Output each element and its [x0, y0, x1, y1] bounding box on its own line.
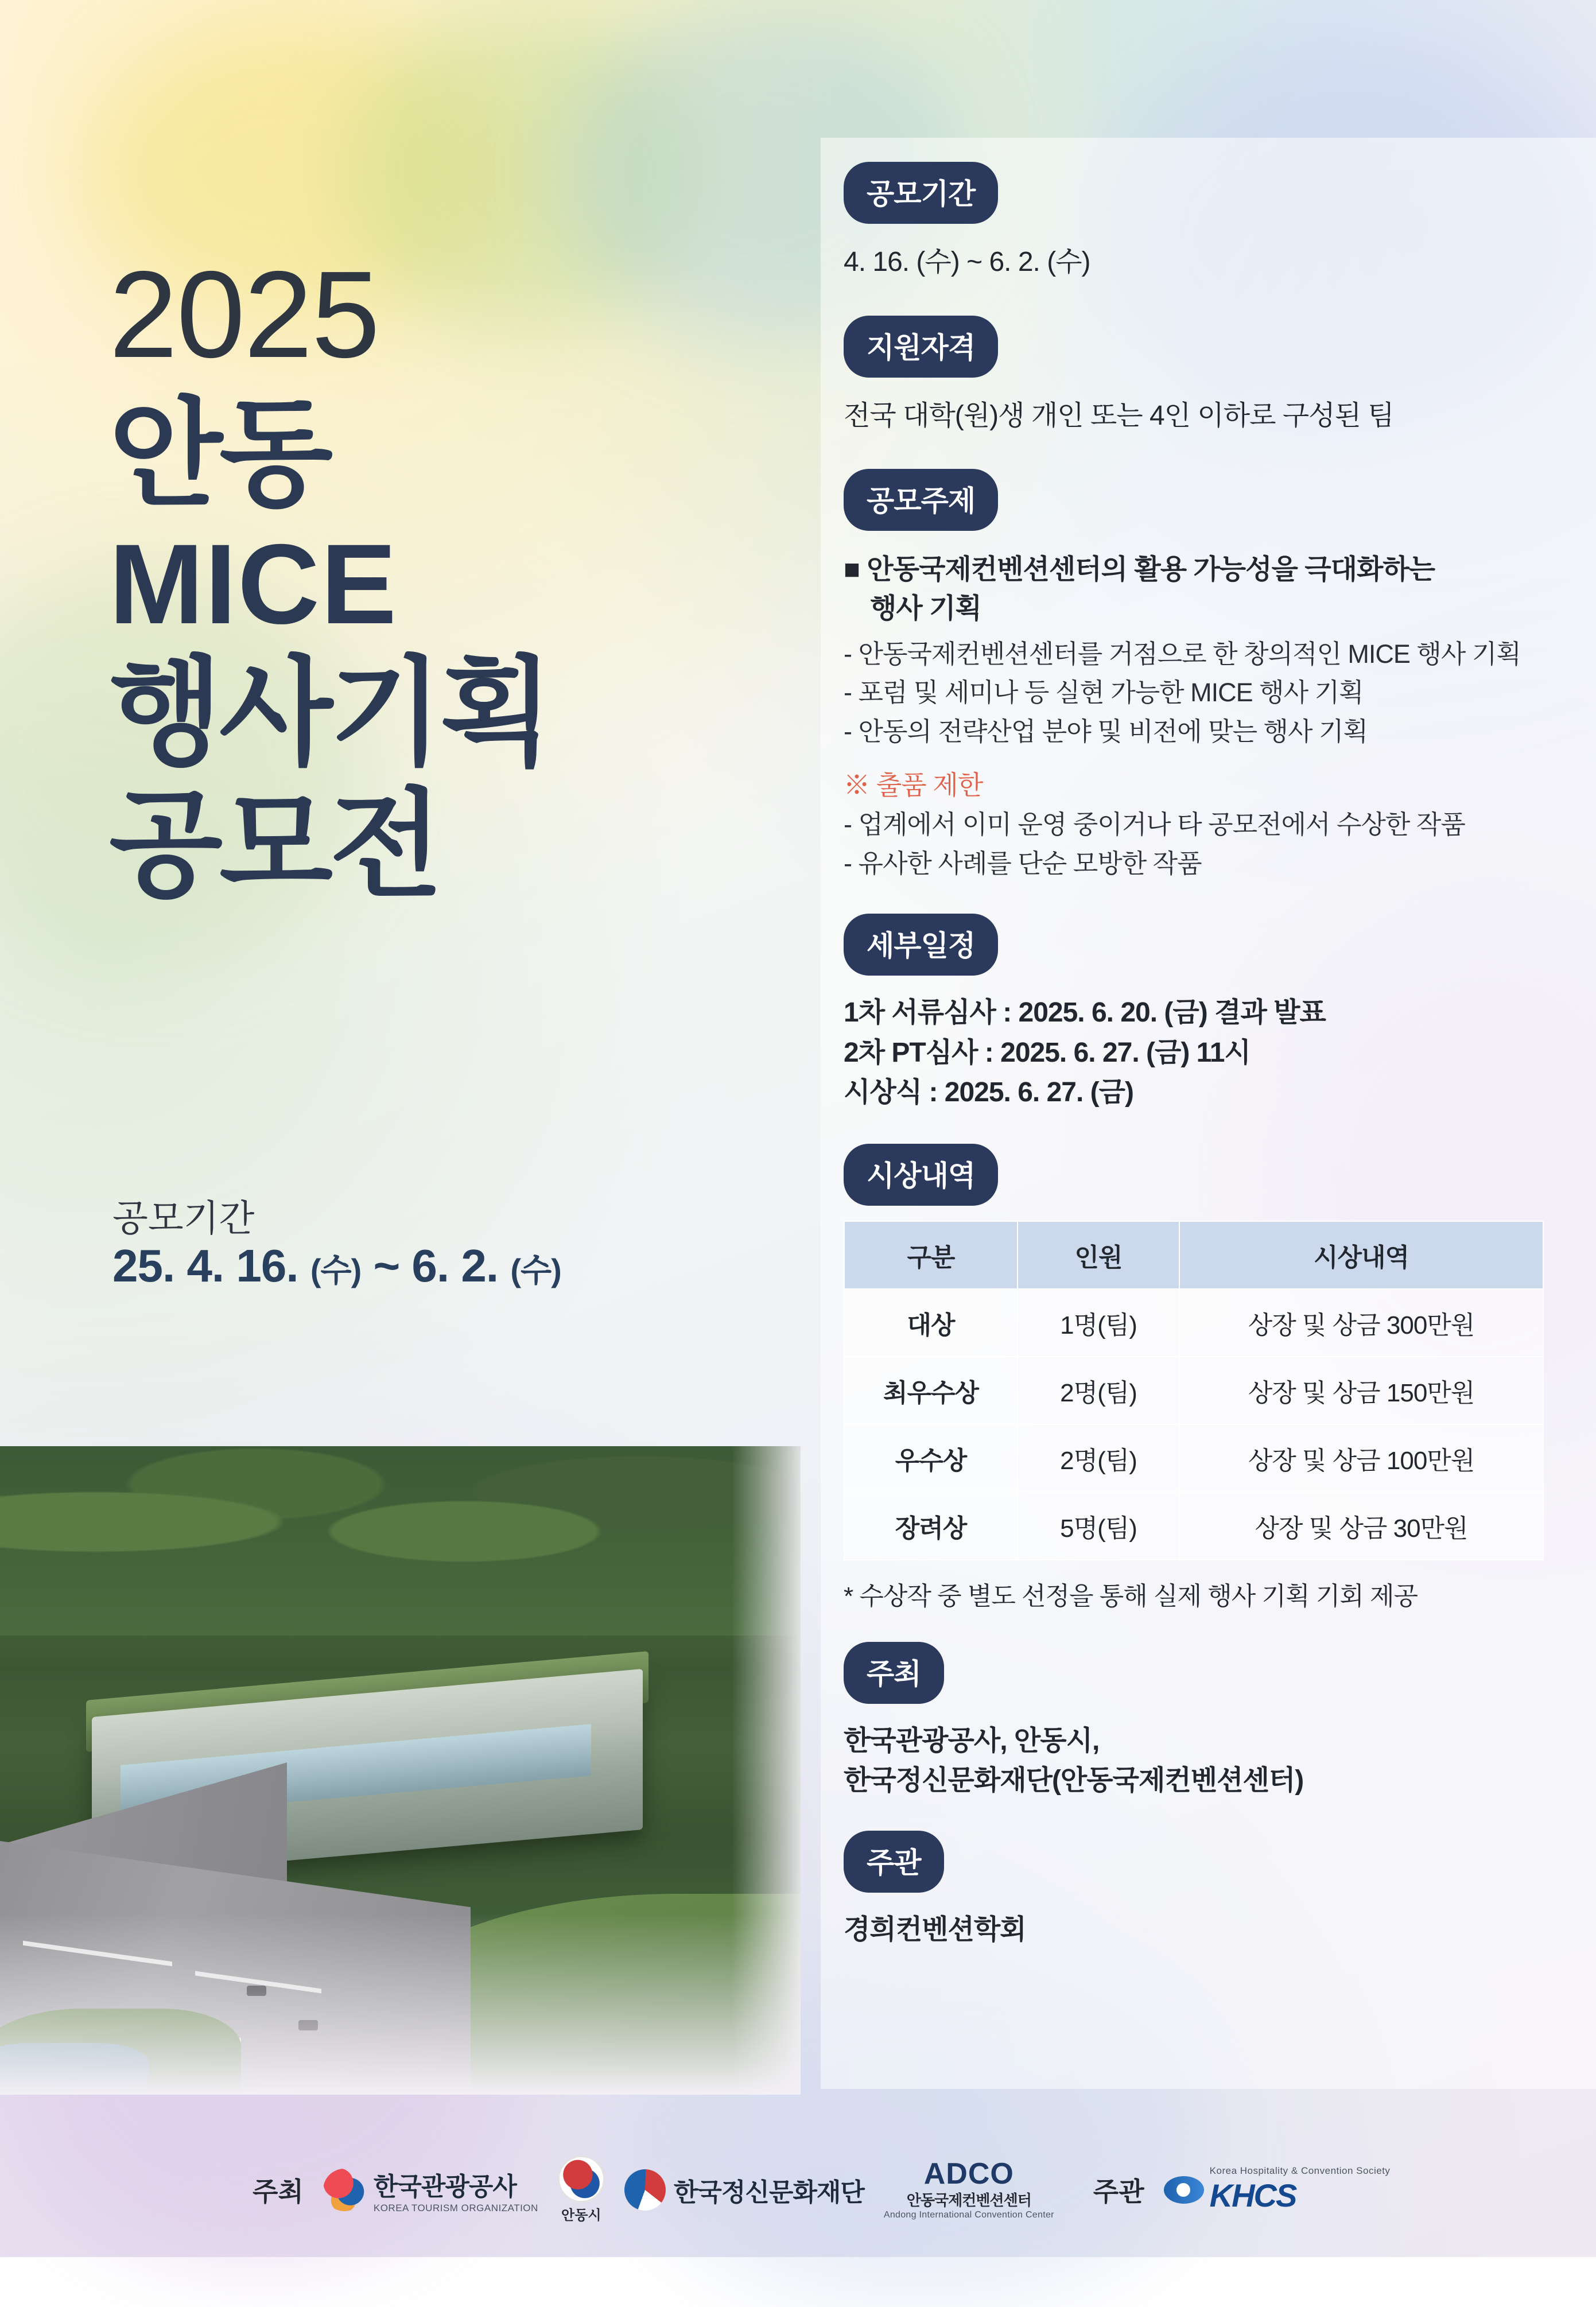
kto-logo-text: 한국관광공사	[373, 2172, 517, 2201]
left-period-date-tilde: ~	[373, 1240, 400, 1291]
table-cell: 대상	[844, 1289, 1018, 1357]
title-block	[109, 245, 769, 911]
kspo-logo-icon	[624, 2169, 666, 2211]
title-line-1: 안동	[109, 389, 330, 520]
topic-headline-1: ■ 안동국제컨벤션센터의 활용 가능성을 극대화하는	[844, 554, 1435, 585]
schedule-line: 1차 서류심사 : 2025. 6. 20. (금) 결과 발표	[844, 997, 1326, 1028]
schedule-line: 시상식 : 2025. 6. 27. (금)	[844, 1077, 1133, 1108]
section-eligibility-text: 전국 대학(원)생 개인 또는 4인 이하로 구성된 팀	[844, 400, 1394, 431]
table-row	[844, 1357, 1543, 1424]
logo-korea-tourism-organization	[323, 2166, 538, 2214]
table-cell: 최우수상	[844, 1357, 1018, 1424]
restriction-title: ※ 출품 제한	[844, 770, 983, 800]
table-header-row	[844, 1221, 1543, 1289]
left-period-date-end: 6. 2.	[411, 1240, 499, 1291]
footer-organizer-label: 주관	[1093, 2176, 1144, 2207]
khcs-logo-icon	[1164, 2176, 1204, 2204]
host-line: 한국정신문화재단(안동국제컨벤션센터)	[844, 1765, 1304, 1796]
section-organizer-pill: 주관	[844, 1831, 944, 1893]
adco-logo-subtext-en: Andong International Convention Center	[883, 2210, 1054, 2220]
andong-city-logo-icon	[558, 2155, 605, 2203]
section-schedule	[844, 914, 1578, 1113]
adco-logo-text: ADCO	[923, 2157, 1014, 2191]
table-row	[844, 1424, 1543, 1492]
topic-item: - 안동국제컨벤션센터를 거점으로 한 창의적인 MICE 행사 기획	[844, 639, 1521, 669]
logo-korean-studies-foundation	[624, 2169, 864, 2211]
photo-bottom-fade	[0, 1446, 801, 2095]
table-cell: 상장 및 상금 150만원	[1179, 1357, 1543, 1424]
restriction-item: - 유사한 사례를 단순 모방한 작품	[844, 848, 1202, 878]
table-row	[844, 1492, 1543, 1560]
table-cell: 1명(팀)	[1018, 1289, 1179, 1357]
title-line-4: 공모전	[109, 779, 440, 911]
footer-host-label: 주최	[253, 2176, 304, 2207]
table-cell: 상장 및 상금 100만원	[1179, 1424, 1543, 1492]
table-row	[844, 1289, 1543, 1357]
info-panel-inner	[844, 138, 1578, 1950]
table-header-cell: 시상내역	[1179, 1221, 1543, 1289]
kto-logo-subtext: KOREA TOURISM ORGANIZATION	[373, 2202, 538, 2213]
left-period-label: 공모기간	[112, 1198, 255, 1239]
section-prizes	[844, 1144, 1578, 1612]
topic-item: - 안동의 전략산업 분야 및 비전에 맞는 행사 기획	[844, 716, 1368, 746]
footer-logo-bar	[0, 2125, 1596, 2257]
logo-andong-city	[558, 2155, 605, 2224]
logo-adco	[884, 2159, 1054, 2220]
prize-note: * 수상작 중 별도 선정을 통해 실제 행사 기획 기회 제공	[844, 1582, 1418, 1610]
section-organizer	[844, 1831, 1578, 1950]
prize-table	[844, 1221, 1544, 1560]
topic-item: - 포럼 및 세미나 등 실현 가능한 MICE 행사 기획	[844, 678, 1364, 707]
section-period	[844, 138, 1578, 282]
table-cell: 2명(팀)	[1018, 1424, 1179, 1492]
section-eligibility	[844, 316, 1578, 436]
section-period-text: 4. 16. (수) ~ 6. 2. (수)	[844, 247, 1090, 277]
left-period-date-start-day: (수)	[310, 1252, 362, 1288]
khcs-logo-subtext: Korea Hospitality & Convention Society	[1209, 2165, 1391, 2176]
title-line-2: MICE	[109, 520, 398, 647]
convention-center-photo	[0, 1446, 801, 2095]
topic-headline-2: 행사 기획	[870, 593, 981, 624]
left-period-date-end-day: (수)	[510, 1252, 561, 1288]
section-host	[844, 1642, 1578, 1801]
section-topic	[844, 469, 1578, 883]
section-prizes-pill: 시상내역	[844, 1144, 998, 1206]
table-cell: 5명(팀)	[1018, 1492, 1179, 1560]
kto-logo-icon	[323, 2169, 366, 2211]
adco-logo-subtext-ko: 안동국제컨벤션센터	[906, 2192, 1031, 2209]
poster-year: 2025	[109, 245, 379, 383]
poster-title	[109, 389, 769, 911]
left-period-date-start: 25. 4. 16.	[112, 1240, 298, 1291]
section-eligibility-pill: 지원자격	[844, 316, 998, 378]
table-cell: 상장 및 상금 300만원	[1179, 1289, 1543, 1357]
andong-city-logo-text: 안동시	[561, 2208, 601, 2223]
title-line-3: 행사기획	[109, 647, 550, 779]
schedule-line: 2차 PT심사 : 2025. 6. 27. (금) 11시	[844, 1037, 1251, 1068]
info-panel	[821, 138, 1596, 2089]
logo-khcs	[1164, 2165, 1391, 2214]
ksf-logo-text: 한국정신문화재단	[673, 2178, 864, 2207]
section-topic-pill: 공모주제	[844, 469, 998, 531]
table-cell: 우수상	[844, 1424, 1018, 1492]
left-period-date	[112, 1240, 561, 1292]
footer-row	[253, 2155, 1390, 2224]
khcs-logo-text: KHCS	[1209, 2177, 1296, 2213]
table-cell: 장려상	[844, 1492, 1018, 1560]
host-line: 한국관광공사, 안동시,	[844, 1725, 1100, 1756]
table-cell: 2명(팀)	[1018, 1357, 1179, 1424]
section-schedule-pill: 세부일정	[844, 914, 998, 976]
table-header-cell: 구분	[844, 1221, 1018, 1289]
organizer-line: 경희컨벤션학회	[844, 1914, 1026, 1945]
table-cell: 상장 및 상금 30만원	[1179, 1492, 1543, 1560]
restriction-item: - 업계에서 이미 운영 중이거나 타 공모전에서 수상한 작품	[844, 810, 1465, 839]
table-header-cell: 인원	[1018, 1221, 1179, 1289]
photo-right-fade	[732, 1446, 801, 2095]
section-host-pill: 주최	[844, 1642, 944, 1704]
section-period-pill: 공모기간	[844, 162, 998, 224]
